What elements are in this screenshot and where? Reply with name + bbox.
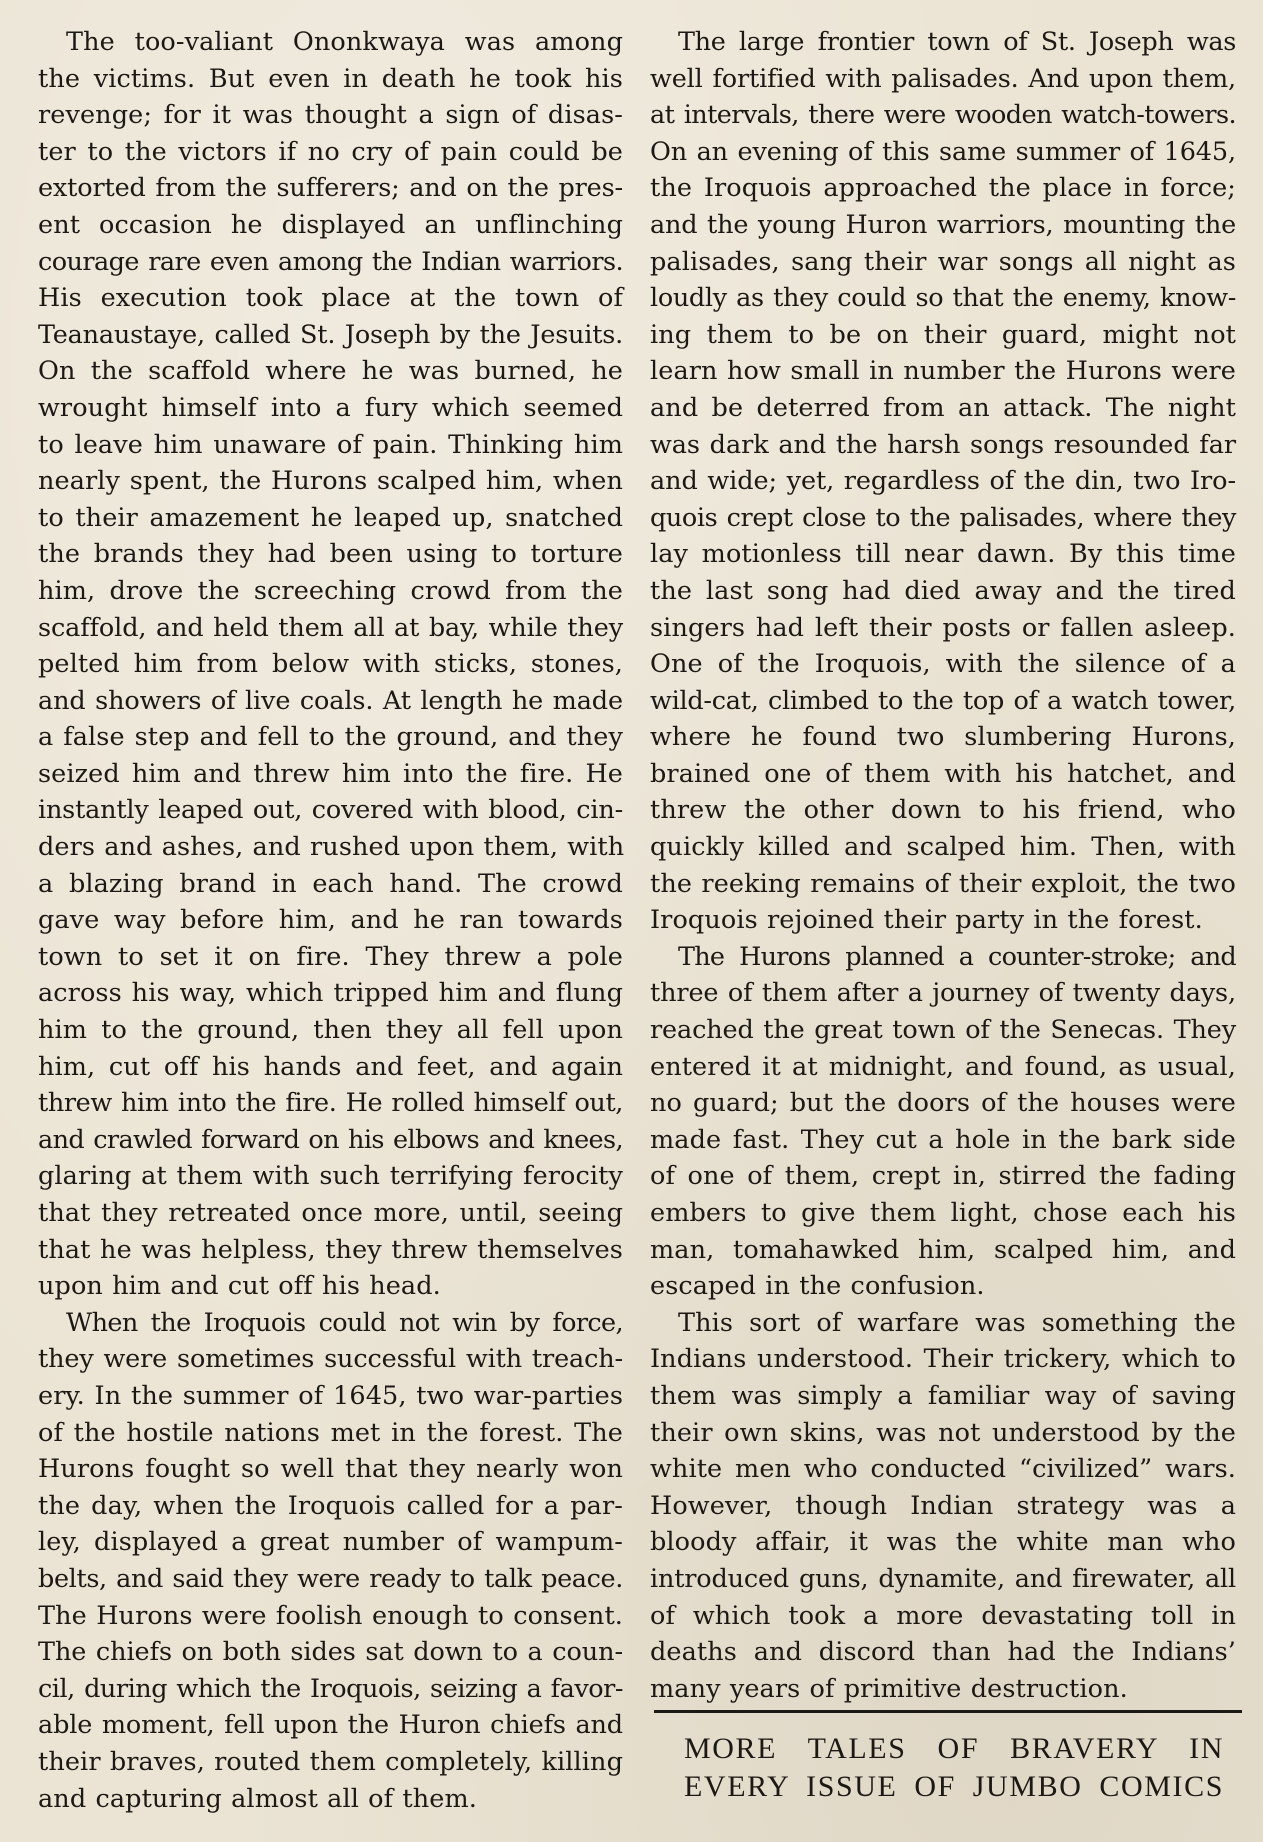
text-line: escaped in the confusion.: [650, 1271, 985, 1302]
text-line: One of the Iroquois, with the silence of a: [650, 649, 1236, 680]
text-line: the reeking remains of their exploit, the two: [650, 868, 1236, 899]
text-line: nearly spent, the Hurons scalped him, when: [38, 466, 623, 497]
text-line: cil, during which the Iroquois, seizing a favor-: [38, 1673, 623, 1704]
text-line: wrought himself into a fury which seemed: [38, 392, 623, 423]
text-line: The large frontier town of St. Joseph was: [678, 27, 1236, 57]
right-column: [650, 24, 1236, 1707]
text-line: him to the ground, then they all fell upon: [38, 1015, 623, 1046]
text-line: seized him and threw him into the fire. He: [38, 758, 623, 789]
text-line: made fast. They cut a hole in the bark side: [650, 1124, 1236, 1155]
text-line: a blazing brand in each hand. The crowd: [38, 868, 623, 899]
text-line: of the hostile nations met in the forest. The: [38, 1417, 623, 1448]
text-line: Teanaustaye, called St. Joseph by the Jesuits.: [38, 319, 623, 350]
text-line: ter to the victors if no cry of pain could be: [38, 136, 623, 167]
text-line: and crawled forward on his elbows and knees,: [38, 1124, 623, 1155]
text-line: no guard; but the doors of the houses were: [650, 1088, 1236, 1119]
text-line: and be deterred from an attack. The night: [650, 392, 1236, 423]
text-line: Iroquois rejoined their party in the forest.: [650, 905, 1203, 936]
text-line: deaths and discord than had the Indians’: [650, 1637, 1236, 1668]
text-line: well fortified with palisades. And upon them,: [650, 63, 1236, 94]
text-line: that he was helpless, they threw themselves: [38, 1234, 623, 1265]
text-line: and capturing almost all of them.: [38, 1783, 477, 1814]
text-line: ders and ashes, and rushed upon them, with: [38, 832, 625, 863]
text-line: courage rare even among the Indian warriors.: [38, 246, 623, 277]
text-line: The chiefs on both sides sat down to a coun-: [38, 1637, 623, 1668]
text-line: was dark and the harsh songs resounded far: [650, 429, 1236, 460]
text-line: brained one of them with his hatchet, and: [650, 758, 1236, 789]
text-line: many years of primitive destruction.: [650, 1673, 1128, 1704]
text-line: able moment, fell upon the Huron chiefs and: [38, 1710, 623, 1741]
promo-line-2: EVERY ISSUE OF JUMBO COMICS: [684, 1770, 1224, 1803]
text-line: to their amazement he leaped up, snatched: [38, 502, 623, 533]
text-line: threw him into the fire. He rolled himself out,: [38, 1088, 623, 1119]
text-line: embers to give them light, chose each his: [650, 1198, 1236, 1228]
left-column: [38, 24, 623, 1817]
text-line: him, drove the screeching crowd from the: [38, 575, 623, 606]
text-line: they were sometimes successful with treach-: [38, 1344, 623, 1375]
text-line: ing them to be on their guard, might not: [650, 319, 1236, 350]
text-line: The too-valiant Ononkwaya was among: [66, 27, 623, 57]
text-line: The Hurons were foolish enough to consent.: [38, 1600, 623, 1631]
text-line: the day, when the Iroquois called for a par-: [38, 1490, 623, 1521]
text-line: where he found two slumbering Hurons,: [650, 722, 1236, 753]
text-line: On an evening of this same summer of 1645,: [650, 136, 1236, 167]
text-line: wild-cat, climbed to the top of a watch tower,: [650, 685, 1236, 716]
text-line: their own skins, was not understood by the: [650, 1417, 1236, 1448]
text-line: their braves, routed them completely, killing: [38, 1746, 623, 1777]
text-line: Indians understood. Their trickery, which to: [650, 1344, 1236, 1375]
promo-footer: [684, 1730, 1224, 1806]
text-line: His execution took place at the town of: [38, 283, 623, 314]
divider-rule: [654, 1710, 1242, 1713]
text-line: them was simply a familiar way of saving: [650, 1380, 1236, 1411]
text-line: loudly as they could so that the enemy, know-: [650, 283, 1236, 314]
text-line: On the scaffold where he was burned, he: [38, 356, 623, 387]
promo-line-1: MORE TALES OF BRAVERY IN: [684, 1732, 1224, 1765]
text-line: of one of them, crept in, stirred the fading: [650, 1161, 1236, 1192]
text-line: belts, and said they were ready to talk peace.: [38, 1563, 623, 1594]
text-line: lay motionless till near dawn. By this time: [650, 539, 1236, 570]
text-line: This sort of warfare was something the: [678, 1307, 1236, 1338]
text-line: instantly leaped out, covered with blood, cin-: [38, 795, 623, 826]
text-line: threw the other down to his friend, who: [650, 795, 1236, 826]
text-line: ley, displayed a great number of wampum-: [38, 1527, 623, 1558]
text-line: singers had left their posts or fallen asleep.: [650, 612, 1236, 643]
text-line: the Iroquois approached the place in force;: [650, 173, 1236, 204]
text-line: introduced guns, dynamite, and firewater, all: [650, 1563, 1236, 1594]
text-line: man, tomahawked him, scalped him, and: [650, 1234, 1236, 1265]
text-line: quois crept close to the palisades, where they: [650, 502, 1236, 533]
text-line: a false step and fell to the ground, and they: [38, 722, 623, 753]
text-line: of which took a more devastating toll in: [650, 1600, 1236, 1631]
text-line: entered it at midnight, and found, as usual,: [650, 1051, 1236, 1082]
text-line: ery. In the summer of 1645, two war-parties: [38, 1380, 623, 1411]
text-line: pelted him from below with sticks, stones,: [38, 649, 623, 680]
text-line: extorted from the sufferers; and on the pres-: [38, 173, 623, 204]
text-line: Hurons fought so well that they nearly won: [38, 1454, 623, 1485]
text-line: However, though Indian strategy was a: [650, 1490, 1236, 1521]
text-line: and wide; yet, regardless of the din, two Iro-: [650, 466, 1236, 497]
text-line: town to set it on fire. They threw a pole: [38, 941, 623, 972]
text-line: white men who conducted “civilized” wars.: [650, 1454, 1236, 1485]
text-line: bloody affair, it was the white man who: [650, 1527, 1236, 1558]
text-line: palisades, sang their war songs all night as: [650, 246, 1236, 277]
text-line: at intervals, there were wooden watch-towers.: [650, 100, 1236, 131]
text-line: scaffold, and held them all at bay, while they: [38, 612, 623, 643]
text-line: to leave him unaware of pain. Thinking him: [38, 429, 623, 460]
text-line: and the young Huron warriors, mounting the: [650, 209, 1236, 240]
text-line: that they retreated once more, until, seeing: [38, 1198, 623, 1228]
text-line: The Hurons planned a counter-stroke; and: [678, 941, 1236, 972]
text-line: gave way before him, and he ran towards: [38, 905, 623, 936]
text-line: revenge; for it was thought a sign of disas-: [38, 100, 623, 131]
text-line: When the Iroquois could not win by force,: [66, 1307, 623, 1338]
text-line: quickly killed and scalped him. Then, with: [650, 832, 1236, 863]
text-line: learn how small in number the Hurons were: [650, 356, 1236, 387]
text-line: glaring at them with such terrifying ferocity: [38, 1161, 623, 1192]
text-line: ent occasion he displayed an unflinching: [38, 209, 623, 240]
text-line: across his way, which tripped him and flung: [38, 978, 623, 1009]
text-line: the victims. But even in death he took his: [38, 63, 623, 94]
text-line: the last song had died away and the tired: [650, 575, 1236, 606]
text-line: reached the great town of the Senecas. They: [650, 1015, 1236, 1046]
text-line: the brands they had been using to torture: [38, 539, 623, 570]
text-line: and showers of live coals. At length he made: [38, 685, 623, 716]
text-line: three of them after a journey of twenty days,: [650, 978, 1236, 1009]
text-line: him, cut off his hands and feet, and again: [38, 1051, 623, 1082]
text-line: upon him and cut off his head.: [38, 1271, 441, 1302]
